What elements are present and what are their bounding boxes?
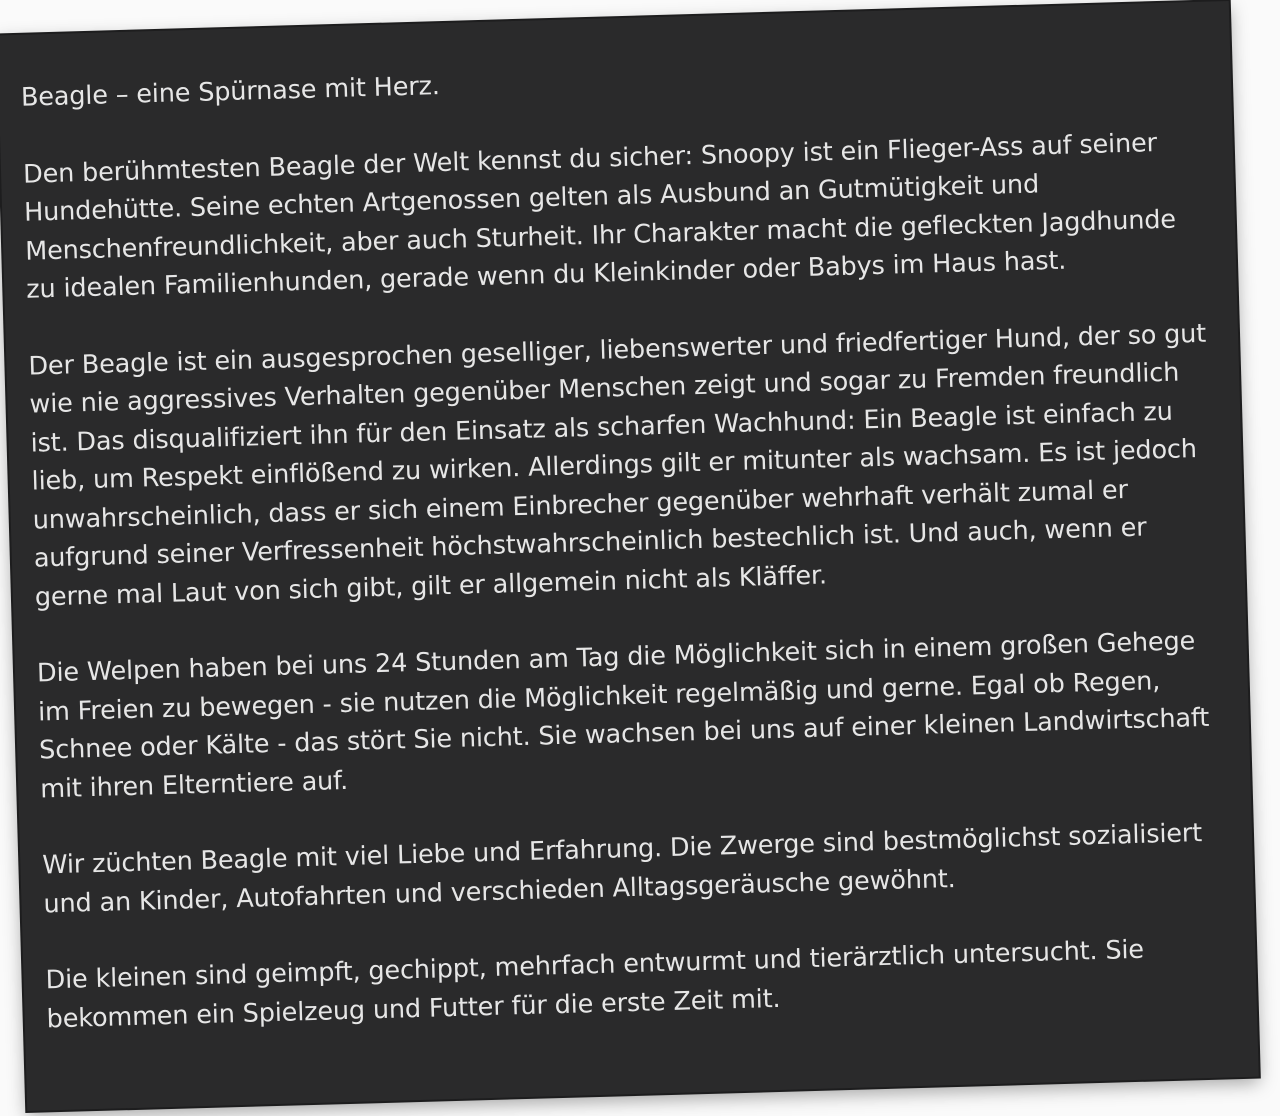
paragraph-puppies: Die Welpen haben bei uns 24 Stunden am Tag die Möglichkeit sich in einem großen Gehege im Freien zu bewegen - sie nutzen die Möglichkeit regelmäßig und gerne. Egal ob Regen, Schnee oder Kälte - das stört Sie nicht. Sie wachsen bei uns auf einer kleinen Landwirtschaft mit ihren Elterntiere auf. — [36, 626, 1210, 804]
paragraph-breeding: Wir züchten Beagle mit viel Liebe und Erfahrung. Die Zwerge sind bestmöglichst sozialisiert und an Kinder, Autofahrten und verschieden Alltagsgeräusche gewöhnt. — [41, 818, 1203, 919]
paragraph-vaccination: Die kleinen sind geimpft, gechippt, mehrfach entwurmt und tierärztlich untersucht. Sie bekommen ein Spielzeug und Futter für die erste Zeit mit. — [45, 934, 1145, 1034]
paragraph-snoopy: Den berühmtesten Beagle der Welt kennst du sicher: Snoopy ist ein Flieger-Ass auf seiner Hundehütte. Seine echten Artgenossen gelten als Ausbund an Gutmütigkeit und Menschenfreundlichkeit, aber auch Sturheit. Ihr Charakter macht die gefleckten Jagdhunde zu idealen Familienhunden, gerade wenn du Kleinkinder oder Babys im Haus hast. — [22, 127, 1177, 305]
document-title: Beagle – eine Spürnase mit Herz. — [20, 71, 441, 113]
text-panel — [0, 1, 1259, 1111]
paragraph-character: Der Beagle ist ein ausgesprochen geselliger, liebenswerter und friedfertiger Hund, der so gut wie nie aggressives Verhalten gegenüber Menschen zeigt und sogar zu Fremden freundlich ist. Das disqualifiziert ihn für den Einsatz als scharfen Wachhund: Ein Beagle ist einfach zu lieb, um Respekt einflößend zu wirken. Allerdings gilt er mitunter als wachsam. Es ist jedoch unwahrscheinlich, dass er sich einem Einbrecher gegenüber wehrhaft verhält zumal er aufgrund seiner Verfressenheit höchstwahrscheinlich bestechlich ist. Und auch, wenn er gerne mal Laut von sich gibt, gilt er allgemein nicht als Kläffer. — [28, 318, 1207, 613]
text-block — [20, 46, 1232, 1077]
